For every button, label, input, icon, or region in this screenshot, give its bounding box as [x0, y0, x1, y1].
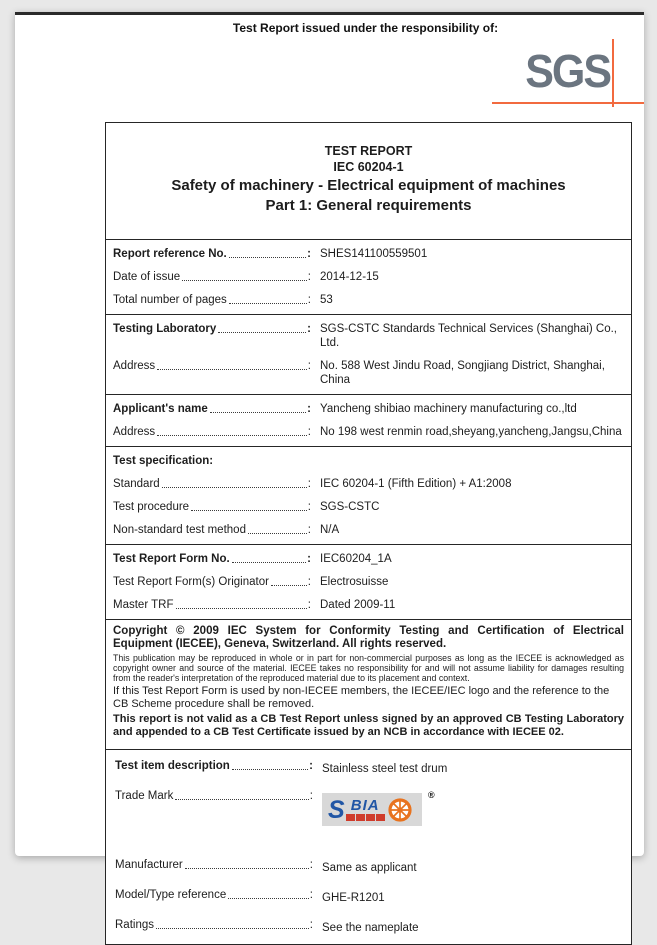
- trademark-logo: [322, 789, 435, 826]
- field-value: No. 588 West Jindu Road, Songjiang District, Shanghai, China: [320, 359, 605, 386]
- title-block: [106, 123, 631, 239]
- trademark-red-character-strip: [346, 814, 385, 821]
- field-label-text: Address: [113, 425, 156, 438]
- colon: :: [309, 858, 313, 871]
- title-standard-number: IEC 60204-1: [333, 160, 404, 174]
- dot-leader: [229, 247, 306, 258]
- sgs-logo-horizontal-line: [492, 102, 644, 104]
- field-label-text: Total number of pages: [113, 293, 227, 306]
- copyright-reproduction-terms: This publication may be reproduced in whole or in part for non-commercial purposes as long as the IECEE is acknowledged as copyright owner and source of the material. IECEE takes no responsibility for and will not assume liability for damages resulting from the reader's interpretation of the reproduced material due to its placement and context.: [113, 653, 624, 683]
- dot-leader: [157, 425, 307, 436]
- field-label-text: Address: [113, 359, 156, 372]
- field-row-trf-no: [106, 547, 631, 570]
- field-value: Same as applicant: [322, 861, 417, 874]
- field-row-manufacturer: [106, 851, 631, 881]
- sgs-logo: [518, 45, 610, 107]
- field-label-text: Applicant's name: [113, 402, 208, 415]
- dot-leader: [185, 858, 309, 869]
- report-table: [105, 122, 632, 945]
- colon: :: [307, 523, 311, 536]
- field-row-test-procedure: [106, 495, 631, 518]
- colon: :: [309, 918, 313, 931]
- field-value: Yancheng shibiao machinery manufacturing co.,ltd: [320, 402, 577, 415]
- field-label-text: Test Report Form(s) Originator: [113, 575, 269, 588]
- title-standard-name: Safety of machinery - Electrical equipment of machines: [171, 177, 566, 194]
- colon: :: [307, 247, 311, 260]
- copyright-validity-note: This report is not valid as a CB Test Report unless signed by an approved CB Testing Laboratory and appended to a CB Test Certificate issued by an NCB in accordance with IECEE 02.: [113, 713, 624, 738]
- section-test-item: [106, 749, 631, 944]
- registered-trademark-symbol: ®: [428, 789, 435, 800]
- trademark-bia-block: [346, 796, 385, 821]
- colon: :: [307, 500, 311, 513]
- section-test-report-form: [106, 544, 631, 619]
- sgs-logo-text: SGS: [525, 46, 610, 98]
- colon: :: [307, 293, 311, 306]
- field-label-text: Report reference No.: [113, 247, 227, 260]
- field-row-report-ref: [106, 242, 631, 265]
- field-value: 2014-12-15: [320, 270, 379, 283]
- field-label-text: Standard: [113, 477, 160, 490]
- document-page: [15, 12, 644, 934]
- dot-leader: [218, 322, 306, 333]
- field-value: SGS-CSTC: [320, 500, 380, 513]
- field-label-text: Trade Mark: [115, 789, 174, 802]
- copyright-non-iecee-note: If this Test Report Form is used by non-IECEE members, the IECEE/IEC logo and the reference to the CB Scheme procedure shall be removed.: [113, 685, 610, 710]
- field-label-text: Model/Type reference: [115, 888, 227, 901]
- colon: :: [307, 598, 311, 611]
- field-label: [113, 247, 311, 261]
- colon: :: [309, 759, 313, 772]
- copyright-notice: Copyright © 2009 IEC System for Conformity Testing and Certification of Electrical Equipment (IECEE), Geneva, Switzerland. All rights reserved.: [113, 625, 624, 650]
- section-applicant: [106, 394, 631, 446]
- field-label: [113, 402, 311, 416]
- section-report-reference: [106, 239, 631, 314]
- dot-leader: [232, 759, 308, 770]
- field-label: [115, 888, 313, 902]
- field-row-test-spec-header: [106, 449, 631, 472]
- field-value: IEC60204_1A: [320, 552, 392, 565]
- field-label: [113, 500, 311, 514]
- field-label-text: Test Report Form No.: [113, 552, 230, 565]
- field-row-test-item: [106, 752, 631, 782]
- field-row-testing-lab: [106, 317, 631, 354]
- field-label-text: Ratings: [115, 918, 154, 931]
- field-label: [113, 598, 311, 612]
- field-label: [113, 270, 311, 284]
- field-value: SGS-CSTC Standards Technical Services (Shanghai) Co., Ltd.: [320, 322, 618, 349]
- field-value: [313, 789, 622, 828]
- field-label: [115, 789, 313, 803]
- section-test-specification: [106, 446, 631, 544]
- field-label: [113, 293, 311, 307]
- section-testing-laboratory: [106, 314, 631, 394]
- field-label-text: Manufacturer: [115, 858, 183, 871]
- dot-leader: [162, 477, 307, 488]
- field-label-text: Non-standard test method: [113, 523, 246, 536]
- field-row-lab-address: [106, 354, 631, 391]
- field-row-total-pages: [106, 288, 631, 311]
- field-row-date-of-issue: [106, 265, 631, 288]
- dot-leader: [191, 500, 307, 511]
- field-label-text: Testing Laboratory: [113, 322, 217, 335]
- field-value: See the nameplate: [322, 921, 419, 934]
- dot-leader: [248, 523, 307, 534]
- responsibility-note: Test Report issued under the responsibility of:: [232, 21, 499, 35]
- field-row-trf-originator: [106, 570, 631, 593]
- field-row-applicant-name: [106, 397, 631, 420]
- field-row-applicant-address: [106, 420, 631, 443]
- colon: :: [307, 402, 311, 415]
- title-test-report: TEST REPORT: [324, 144, 413, 158]
- field-label: [113, 552, 311, 566]
- trademark-letter-s: S: [328, 795, 345, 824]
- colon: :: [307, 359, 311, 372]
- colon: :: [309, 888, 313, 901]
- field-row-standard: [106, 472, 631, 495]
- field-value: No 198 west renmin road,sheyang,yancheng,Jangsu,China: [320, 425, 622, 438]
- colon: :: [307, 425, 311, 438]
- field-value: GHE-R1201: [322, 891, 385, 904]
- field-row-master-trf: [106, 593, 631, 616]
- field-label: [113, 359, 311, 373]
- field-label: [115, 918, 313, 932]
- field-label: [115, 759, 313, 773]
- field-label-text: Test procedure: [113, 500, 190, 513]
- field-value: 53: [320, 293, 333, 306]
- field-label: [113, 322, 311, 336]
- dot-leader: [232, 552, 306, 563]
- field-value: IEC 60204-1 (Fifth Edition) + A1:2008: [320, 477, 512, 490]
- field-value: N/A: [320, 523, 340, 536]
- trademark-logo-box: [322, 793, 422, 826]
- dot-leader: [229, 293, 307, 304]
- dot-leader: [271, 575, 307, 586]
- field-label-text: Date of issue: [113, 270, 181, 283]
- colon: :: [307, 270, 311, 283]
- field-label-text: Master TRF: [113, 598, 174, 611]
- field-row-non-standard-method: [106, 518, 631, 541]
- dot-leader: [182, 270, 307, 281]
- field-row-ratings: [106, 911, 631, 941]
- colon: :: [307, 552, 311, 565]
- colon: :: [307, 477, 311, 490]
- colon: :: [309, 789, 313, 802]
- field-label: [113, 477, 311, 491]
- field-value: Electrosuisse: [320, 575, 389, 588]
- field-value: Dated 2009-11: [320, 598, 396, 611]
- dot-leader: [210, 402, 306, 413]
- title-part: Part 1: General requirements: [265, 197, 472, 214]
- colon: :: [307, 322, 311, 335]
- field-label-text: Test item description: [115, 759, 230, 772]
- field-row-trade-mark: [106, 782, 631, 851]
- trademark-wheel-icon: [387, 797, 413, 823]
- dot-leader: [176, 598, 307, 609]
- field-label: [113, 523, 311, 537]
- field-value: Stainless steel test drum: [322, 762, 448, 775]
- colon: :: [307, 575, 311, 588]
- trademark-letters-bia: BIA: [350, 796, 380, 814]
- dot-leader: [175, 789, 308, 800]
- dot-leader: [157, 359, 307, 370]
- dot-leader: [156, 918, 309, 929]
- sgs-logo-vertical-line: [612, 39, 614, 107]
- field-label: [113, 575, 311, 589]
- field-label: [113, 425, 311, 439]
- test-spec-header: Test specification:: [113, 454, 214, 467]
- section-copyright: [106, 619, 631, 749]
- field-row-model-type: [106, 881, 631, 911]
- dot-leader: [228, 888, 309, 899]
- field-value: SHES141100559501: [320, 247, 428, 260]
